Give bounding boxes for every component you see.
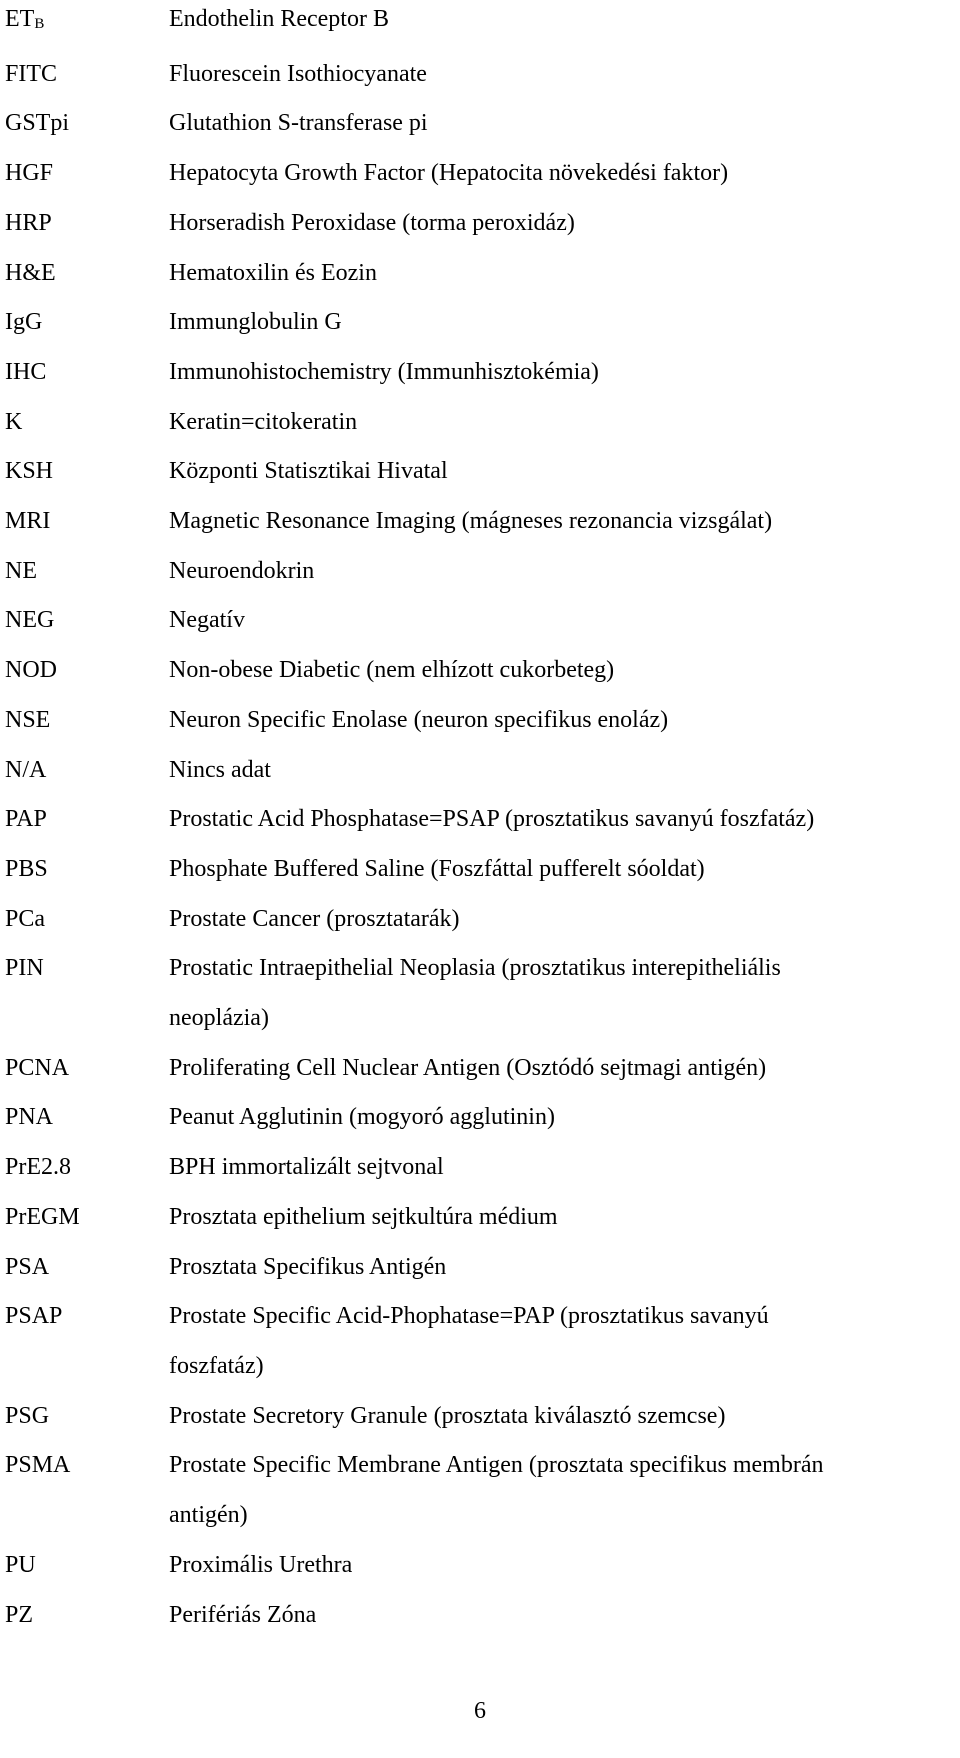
abbreviation-definition (169, 696, 955, 746)
abbreviation-row (5, 845, 955, 895)
abbreviation-row (5, 1093, 955, 1143)
abbreviation-term-text: PCNA (5, 1054, 70, 1081)
abbreviation-definition (169, 149, 955, 199)
abbreviation-definition (169, 1143, 955, 1193)
abbreviation-term (5, 1441, 169, 1540)
abbreviation-definition-text: Prostate Specific Membrane Antigen (prosztata specifikus membrán (169, 1452, 824, 1479)
abbreviation-definition (169, 249, 955, 299)
abbreviation-definition-text: Proximális Urethra (169, 1551, 353, 1578)
abbreviation-definition (169, 1591, 955, 1641)
abbreviation-row (5, 944, 955, 1043)
abbreviation-row (5, 398, 955, 448)
abbreviation-definition (169, 845, 955, 895)
abbreviation-definition-text: Hepatocyta Growth Factor (Hepatocita növekedési faktor) (169, 160, 729, 187)
abbreviation-definition-text: Prostatic Intraepithelial Neoplasia (prosztatikus interepitheliális (169, 955, 781, 982)
abbreviation-term (5, 1292, 169, 1391)
abbreviation-definition (169, 447, 955, 497)
abbreviation-row (5, 547, 955, 597)
abbreviation-definition-text: Immunohistochemistry (Immunhisztokémia) (169, 358, 599, 385)
abbreviation-term-text: IHC (5, 358, 47, 385)
abbreviation-term (5, 547, 169, 597)
abbreviation-definition (169, 99, 955, 149)
abbreviation-term (5, 1541, 169, 1591)
abbreviation-subscript: B (34, 16, 45, 32)
abbreviation-term-text: PZ (5, 1601, 34, 1628)
abbreviation-definition-continuation: neoplázia) (169, 1005, 269, 1032)
abbreviation-definition-text: Immunglobulin G (169, 309, 342, 336)
abbreviation-row (5, 746, 955, 796)
abbreviation-term (5, 746, 169, 796)
abbreviation-row (5, 1243, 955, 1293)
abbreviation-definition-continuation: foszfatáz) (169, 1352, 264, 1379)
abbreviation-term-text: PSG (5, 1402, 50, 1429)
abbreviation-term (5, 1591, 169, 1641)
abbreviation-term (5, 1392, 169, 1442)
abbreviation-term-text: KSH (5, 458, 54, 485)
abbreviation-term-text: NSE (5, 706, 51, 733)
abbreviation-term-text: HRP (5, 209, 52, 236)
abbreviation-definition-text: Endothelin Receptor B (169, 6, 389, 32)
abbreviation-term-text: H&E (5, 259, 56, 286)
abbreviation-term (5, 1044, 169, 1094)
abbreviation-definition-text: Proliferating Cell Nuclear Antigen (Osztódó sejtmagi antigén) (169, 1054, 767, 1081)
abbreviation-term (5, 1243, 169, 1293)
abbreviation-definition-text: BPH immortalizált sejtvonal (169, 1154, 444, 1181)
abbreviation-term-text: NE (5, 557, 37, 584)
abbreviation-row (5, 497, 955, 547)
abbreviation-term-text: IgG (5, 309, 43, 336)
abbreviation-term (5, 348, 169, 398)
abbreviation-row (5, 0, 955, 50)
abbreviation-term-text: NEG (5, 607, 55, 634)
abbreviation-definition (169, 1243, 955, 1293)
abbreviation-term-text: PIN (5, 955, 44, 982)
abbreviation-row (5, 447, 955, 497)
abbreviation-definition-text: Prostate Secretory Granule (prosztata kiválasztó szemcse) (169, 1402, 726, 1429)
abbreviation-term-text: PU (5, 1551, 36, 1578)
abbreviation-term-text: PSAP (5, 1303, 63, 1330)
abbreviation-definition-text: Fluorescein Isothiocyanate (169, 60, 427, 87)
abbreviation-definition-text: Neuron Specific Enolase (neuron specifikus enoláz) (169, 706, 669, 733)
abbreviation-term (5, 696, 169, 746)
page-number: 6 (474, 1698, 486, 1724)
abbreviation-definition (169, 1044, 955, 1094)
abbreviation-row (5, 895, 955, 945)
abbreviation-row (5, 1292, 955, 1391)
abbreviation-term-text: PCa (5, 905, 46, 932)
abbreviation-definition-text: Nincs adat (169, 756, 271, 783)
abbreviation-term (5, 944, 169, 1043)
abbreviation-term (5, 1093, 169, 1143)
abbreviation-definition-continuation: antigén) (169, 1502, 248, 1529)
abbreviation-definition (169, 1292, 955, 1391)
abbreviation-definition-text: Phosphate Buffered Saline (Foszfáttal pufferelt sóoldat) (169, 855, 705, 882)
abbreviation-term (5, 50, 169, 100)
abbreviation-term-text: PAP (5, 806, 47, 833)
abbreviation-row (5, 348, 955, 398)
abbreviation-row (5, 1143, 955, 1193)
abbreviation-row (5, 1044, 955, 1094)
abbreviation-term (5, 497, 169, 547)
abbreviation-row (5, 646, 955, 696)
abbreviation-definition (169, 596, 955, 646)
abbreviation-definition (169, 1441, 955, 1540)
abbreviation-definition (169, 895, 955, 945)
abbreviation-term (5, 795, 169, 845)
abbreviation-definition-text: Hematoxilin és Eozin (169, 259, 377, 286)
abbreviation-term-text: PrEGM (5, 1203, 80, 1230)
abbreviation-term (5, 199, 169, 249)
abbreviation-definition (169, 1093, 955, 1143)
abbreviation-definition (169, 50, 955, 100)
abbreviation-list (5, 0, 955, 1640)
abbreviation-definition-text: Prostate Specific Acid-Phophatase=PAP (prosztatikus savanyú (169, 1303, 769, 1330)
abbreviation-row (5, 149, 955, 199)
abbreviation-term (5, 447, 169, 497)
abbreviation-row (5, 696, 955, 746)
abbreviation-row (5, 99, 955, 149)
abbreviation-definition-text: Központi Statisztikai Hivatal (169, 458, 448, 485)
abbreviation-definition (169, 746, 955, 796)
abbreviation-term (5, 249, 169, 299)
abbreviation-row (5, 596, 955, 646)
abbreviation-term-text: GSTpi (5, 110, 70, 137)
abbreviation-definition (169, 497, 955, 547)
abbreviation-definition (169, 1541, 955, 1591)
abbreviation-definition-text: Glutathion S-transferase pi (169, 110, 428, 137)
abbreviation-term (5, 1193, 169, 1243)
abbreviation-term (5, 596, 169, 646)
abbreviation-definition-text: Perifériás Zóna (169, 1601, 317, 1628)
abbreviation-definition-text: Non-obese Diabetic (nem elhízott cukorbeteg) (169, 657, 615, 684)
abbreviation-term (5, 646, 169, 696)
abbreviation-term (5, 895, 169, 945)
abbreviation-term-text: K (5, 408, 23, 435)
abbreviation-definition-text: Prostatic Acid Phosphatase=PSAP (prosztatikus savanyú foszfatáz) (169, 806, 815, 833)
abbreviation-term-text: PSA (5, 1253, 50, 1280)
abbreviation-row (5, 298, 955, 348)
abbreviation-row (5, 249, 955, 299)
abbreviation-definition-text: Horseradish Peroxidase (torma peroxidáz) (169, 209, 575, 236)
abbreviation-term (5, 99, 169, 149)
abbreviation-row (5, 50, 955, 100)
abbreviation-row (5, 1193, 955, 1243)
abbreviation-definition-text: Magnetic Resonance Imaging (mágneses rezonancia vizsgálat) (169, 508, 773, 535)
abbreviation-term-text: HGF (5, 160, 54, 187)
abbreviation-definition (169, 398, 955, 448)
abbreviation-definition-text: Neuroendokrin (169, 557, 315, 584)
abbreviation-term-text: PNA (5, 1104, 54, 1131)
abbreviation-definition (169, 0, 955, 50)
abbreviation-definition-text: Prostate Cancer (prosztatarák) (169, 905, 460, 932)
abbreviation-term-text: PrE2.8 (5, 1154, 71, 1181)
abbreviation-term-text: MRI (5, 508, 51, 535)
abbreviation-definition (169, 547, 955, 597)
abbreviation-definition-text: Peanut Agglutinin (mogyoró agglutinin) (169, 1104, 555, 1131)
abbreviation-row (5, 199, 955, 249)
abbreviation-row (5, 795, 955, 845)
abbreviation-row (5, 1591, 955, 1641)
abbreviation-term-text: PBS (5, 855, 48, 882)
abbreviation-definition (169, 298, 955, 348)
abbreviation-term (5, 149, 169, 199)
abbreviation-definition (169, 1193, 955, 1243)
abbreviation-definition (169, 348, 955, 398)
abbreviation-definition (169, 944, 955, 1043)
abbreviation-definition-text: Prosztata Specifikus Antigén (169, 1253, 447, 1280)
abbreviation-term (5, 298, 169, 348)
abbreviation-definition (169, 1392, 955, 1442)
abbreviation-term (5, 398, 169, 448)
abbreviation-term-text: PSMA (5, 1452, 71, 1479)
abbreviation-definition (169, 199, 955, 249)
abbreviation-term-text: N/A (5, 756, 47, 783)
abbreviation-definition (169, 646, 955, 696)
abbreviation-term-text: FITC (5, 60, 58, 87)
abbreviation-definition-text: Prosztata epithelium sejtkultúra médium (169, 1203, 558, 1230)
abbreviation-term (5, 1143, 169, 1193)
abbreviation-row (5, 1541, 955, 1591)
abbreviation-term-text: NOD (5, 657, 57, 684)
abbreviation-term-text: ET (5, 6, 35, 32)
abbreviation-definition-text: Keratin=citokeratin (169, 408, 358, 435)
abbreviation-term (5, 0, 169, 50)
abbreviation-definition-text: Negatív (169, 607, 245, 634)
abbreviation-definition (169, 795, 955, 845)
abbreviation-row (5, 1441, 955, 1540)
abbreviation-row (5, 1392, 955, 1442)
abbreviation-term (5, 845, 169, 895)
